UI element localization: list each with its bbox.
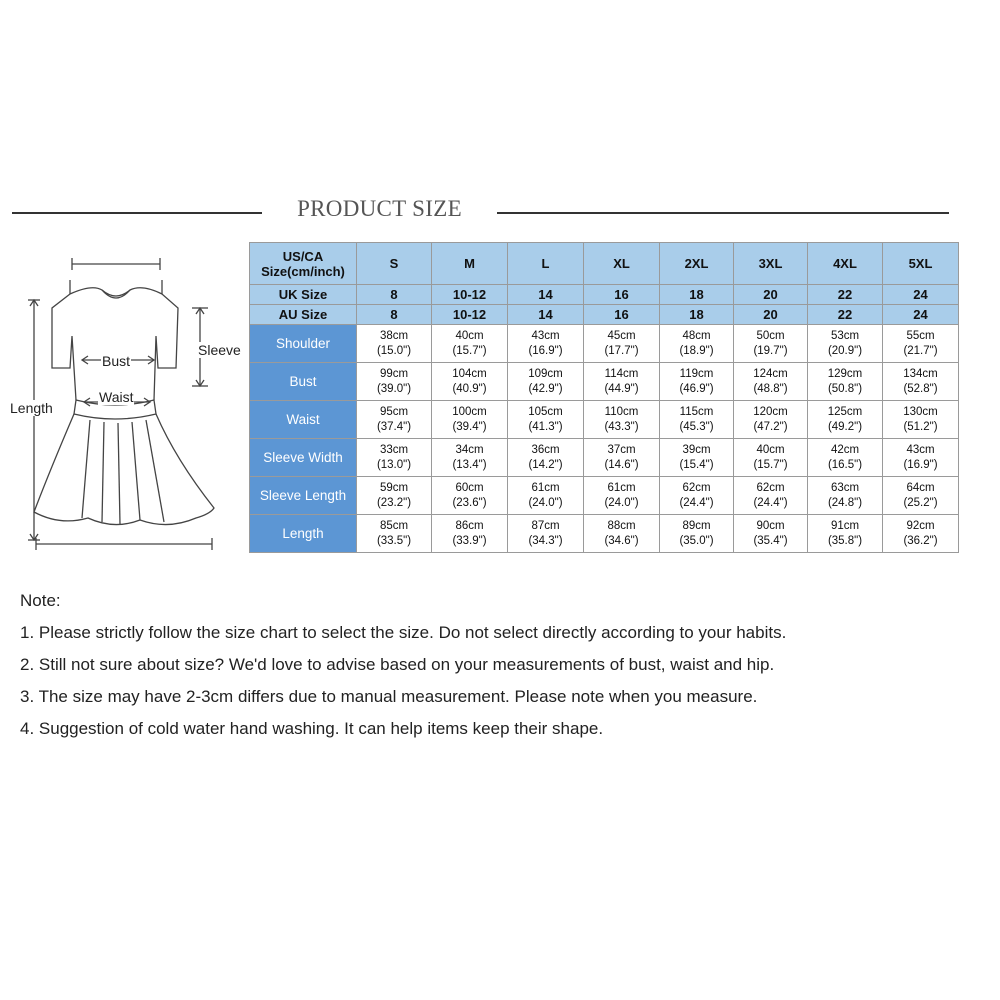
au-size-cell: 10-12 (432, 305, 508, 325)
measurement-cell (808, 515, 883, 553)
cm-value: 104cm (452, 367, 487, 380)
measurement-row (250, 477, 959, 515)
inch-value: (23.6") (452, 496, 487, 509)
note-item: 1. Please strictly follow the size chart to select the size. Do not select directly according to your habits. (20, 623, 787, 642)
cm-value: 40cm (455, 329, 484, 342)
au-size-cell: 20 (734, 305, 808, 325)
inch-value: (13.4") (452, 458, 487, 471)
measurement-cell (508, 401, 584, 439)
us-size-row (250, 243, 959, 285)
measurement-cell (357, 439, 432, 477)
inch-value: (47.2") (753, 420, 788, 433)
us-size-cell: 4XL (808, 243, 883, 285)
measurement-label: Waist (250, 401, 357, 439)
measurement-cell (734, 477, 808, 515)
inch-value: (35.8") (827, 534, 863, 547)
inch-value: (18.9") (679, 344, 714, 357)
measurement-cell (357, 363, 432, 401)
measurement-cell (508, 325, 584, 363)
cm-value: 59cm (379, 481, 409, 494)
measurement-cell (508, 363, 584, 401)
inch-value: (35.0") (679, 534, 714, 547)
measurement-cell (508, 515, 584, 553)
inch-value: (49.2") (827, 420, 863, 433)
cm-value: 100cm (452, 405, 487, 418)
measurement-cell (660, 439, 734, 477)
cm-value: 105cm (528, 405, 563, 418)
inch-value: (36.2") (903, 534, 938, 547)
measurement-cell (584, 363, 660, 401)
measurement-row (250, 325, 959, 363)
measurement-cell (734, 363, 808, 401)
cm-value: 92cm (906, 519, 935, 532)
us-size-cell: S (357, 243, 432, 285)
inch-value: (13.0") (376, 458, 412, 471)
cm-value: 95cm (379, 405, 409, 418)
cm-value: 43cm (531, 329, 560, 342)
uk-size-cell: 14 (508, 285, 584, 305)
cm-value: 114cm (604, 367, 639, 380)
cm-value: 37cm (607, 443, 636, 456)
measurement-cell (584, 515, 660, 553)
measurement-cell (883, 439, 959, 477)
cm-value: 87cm (531, 519, 560, 532)
note-item: 4. Suggestion of cold water hand washing. It can help items keep their shape. (20, 719, 604, 738)
cm-value: 99cm (379, 367, 409, 380)
cm-value: 91cm (830, 519, 860, 532)
measurement-cell (883, 515, 959, 553)
cm-value: 124cm (753, 367, 788, 380)
inch-value: (35.4") (753, 534, 788, 547)
au-size-label: AU Size (250, 305, 357, 325)
cm-value: 89cm (682, 519, 711, 532)
measurement-cell (808, 401, 883, 439)
measurement-row (250, 515, 959, 553)
measurement-cell (357, 477, 432, 515)
au-size-cell: 18 (660, 305, 734, 325)
cm-value: 129cm (827, 367, 863, 380)
cm-value: 53cm (830, 329, 860, 342)
inch-value: (44.9") (604, 382, 639, 395)
measurement-cell (584, 439, 660, 477)
cm-value: 60cm (455, 481, 484, 494)
inch-value: (51.2") (903, 420, 938, 433)
au-size-row (250, 305, 959, 325)
cm-value: 64cm (906, 481, 935, 494)
measurement-cell (508, 439, 584, 477)
inch-value: (16.5") (827, 458, 863, 471)
inch-value: (15.7") (753, 458, 788, 471)
us-size-cell: 5XL (883, 243, 959, 285)
inch-value: (15.0") (376, 344, 412, 357)
uk-size-cell: 16 (584, 285, 660, 305)
inch-value: (34.6") (604, 534, 639, 547)
cm-value: 115cm (679, 405, 714, 418)
measurement-label: Length (250, 515, 357, 553)
inch-value: (16.9") (903, 458, 938, 471)
cm-value: 33cm (379, 443, 409, 456)
measurement-cell (508, 477, 584, 515)
measurement-cell (808, 439, 883, 477)
cm-value: 109cm (528, 367, 563, 380)
inch-value: (19.7") (753, 344, 788, 357)
measurement-cell (883, 477, 959, 515)
cm-value: 62cm (756, 481, 785, 494)
measurement-cell (357, 515, 432, 553)
cm-value: 61cm (531, 481, 560, 494)
size-table (249, 242, 959, 553)
measurement-cell (584, 477, 660, 515)
inch-value: (24.0") (604, 496, 639, 509)
measurement-cell (432, 515, 508, 553)
measurement-cell (432, 477, 508, 515)
inch-value: (48.8") (753, 382, 788, 395)
waist-label: Waist (99, 389, 134, 405)
inch-value: (21.7") (903, 344, 938, 357)
inch-value: (16.9") (528, 344, 563, 357)
cm-value: 45cm (607, 329, 636, 342)
cm-value: 63cm (830, 481, 860, 494)
cm-value: 86cm (455, 519, 484, 532)
measurement-label: Shoulder (250, 325, 357, 363)
corner-cell (250, 243, 357, 285)
measurement-cell (584, 325, 660, 363)
cm-value: 61cm (607, 481, 636, 494)
inch-value: (23.2") (376, 496, 412, 509)
inch-value: (37.4") (376, 420, 412, 433)
measurement-cell (584, 401, 660, 439)
inch-value: (40.9") (452, 382, 487, 395)
inch-value: (34.3") (528, 534, 563, 547)
cm-value: 43cm (906, 443, 935, 456)
corner-line-1: US/CA (282, 248, 324, 264)
title-rule-left (12, 212, 262, 214)
page-title: PRODUCT SIZE (297, 196, 462, 221)
cm-value: 120cm (753, 405, 788, 418)
uk-size-cell: 18 (660, 285, 734, 305)
inch-value: (52.8") (903, 382, 938, 395)
au-size-cell: 22 (808, 305, 883, 325)
measurement-rows (250, 325, 959, 553)
measurement-cell (660, 515, 734, 553)
us-size-cell: L (508, 243, 584, 285)
inch-value: (46.9") (679, 382, 714, 395)
measurement-cell (357, 401, 432, 439)
cm-value: 119cm (679, 367, 714, 380)
inch-value: (15.7") (452, 344, 487, 357)
measurement-cell (808, 477, 883, 515)
cm-value: 38cm (379, 329, 409, 342)
inch-value: (41.3") (528, 420, 563, 433)
inch-value: (43.3") (604, 420, 639, 433)
inch-value: (25.2") (903, 496, 938, 509)
measurement-cell (808, 363, 883, 401)
measurement-cell (432, 401, 508, 439)
cm-value: 34cm (455, 443, 484, 456)
dress-diagram (0, 250, 250, 570)
cm-value: 36cm (531, 443, 560, 456)
measurement-label: Sleeve Width (250, 439, 357, 477)
cm-value: 85cm (379, 519, 409, 532)
us-size-cell: XL (584, 243, 660, 285)
inch-value: (24.4") (679, 496, 714, 509)
inch-value: (42.9") (528, 382, 563, 395)
cm-value: 39cm (682, 443, 711, 456)
inch-value: (39.0") (376, 382, 412, 395)
inch-value: (17.7") (604, 344, 639, 357)
notes-heading: Note: (20, 591, 61, 610)
cm-value: 110cm (604, 405, 639, 418)
uk-size-cell: 20 (734, 285, 808, 305)
note-item: 3. The size may have 2-3cm differs due to manual measurement. Please note when you measure. (20, 687, 758, 706)
measurement-cell (432, 439, 508, 477)
uk-size-cell: 24 (883, 285, 959, 305)
inch-value: (20.9") (827, 344, 863, 357)
uk-size-label: UK Size (250, 285, 357, 305)
inch-value: (24.8") (827, 496, 863, 509)
measurement-label: Bust (250, 363, 357, 401)
measurement-cell (432, 363, 508, 401)
measurement-cell (734, 515, 808, 553)
measurement-cell (883, 401, 959, 439)
inch-value: (15.4") (679, 458, 714, 471)
title-rule-right (497, 212, 949, 214)
measurement-cell (660, 477, 734, 515)
cm-value: 50cm (756, 329, 785, 342)
corner-line-2: Size(cm/inch) (261, 263, 345, 279)
measurement-cell (808, 325, 883, 363)
measurement-row (250, 439, 959, 477)
cm-value: 134cm (903, 367, 938, 380)
measurement-cell (883, 363, 959, 401)
inch-value: (24.4") (753, 496, 788, 509)
measurement-cell (660, 325, 734, 363)
measurement-cell (734, 401, 808, 439)
measurement-cell (432, 325, 508, 363)
cm-value: 55cm (906, 329, 935, 342)
us-size-cell: M (432, 243, 508, 285)
measurement-cell (660, 401, 734, 439)
inch-value: (14.6") (604, 458, 639, 471)
cm-value: 40cm (756, 443, 785, 456)
cm-value: 88cm (607, 519, 636, 532)
cm-value: 125cm (827, 405, 863, 418)
au-size-cell: 8 (357, 305, 432, 325)
uk-size-row (250, 285, 959, 305)
uk-size-cell: 10-12 (432, 285, 508, 305)
inch-value: (24.0") (528, 496, 563, 509)
us-size-cell: 2XL (660, 243, 734, 285)
inch-value: (39.4") (452, 420, 487, 433)
inch-value: (14.2") (528, 458, 563, 471)
cm-value: 42cm (830, 443, 860, 456)
cm-value: 48cm (682, 329, 711, 342)
uk-size-cell: 22 (808, 285, 883, 305)
measurement-cell (660, 363, 734, 401)
measurement-cell (883, 325, 959, 363)
au-size-cell: 24 (883, 305, 959, 325)
uk-size-cell: 8 (357, 285, 432, 305)
title-bar (0, 196, 1000, 228)
measurement-row (250, 401, 959, 439)
measurement-cell (357, 325, 432, 363)
inch-value: (45.3") (679, 420, 714, 433)
bust-label: Bust (102, 353, 131, 369)
inch-value: (33.9") (452, 534, 487, 547)
au-size-cell: 14 (508, 305, 584, 325)
cm-value: 90cm (756, 519, 785, 532)
measurement-cell (734, 439, 808, 477)
au-size-cell: 16 (584, 305, 660, 325)
measurement-cell (734, 325, 808, 363)
cm-value: 130cm (903, 405, 938, 418)
inch-value: (33.5") (376, 534, 412, 547)
measurement-label: Sleeve Length (250, 477, 357, 515)
length-label: Length (10, 400, 53, 416)
measurement-row (250, 363, 959, 401)
us-size-cell: 3XL (734, 243, 808, 285)
inch-value: (50.8") (827, 382, 863, 395)
sleeve-label: Sleeve (198, 342, 241, 358)
note-item: 2. Still not sure about size? We'd love to advise based on your measurements of bust, waist and hip. (20, 655, 775, 674)
cm-value: 62cm (682, 481, 711, 494)
